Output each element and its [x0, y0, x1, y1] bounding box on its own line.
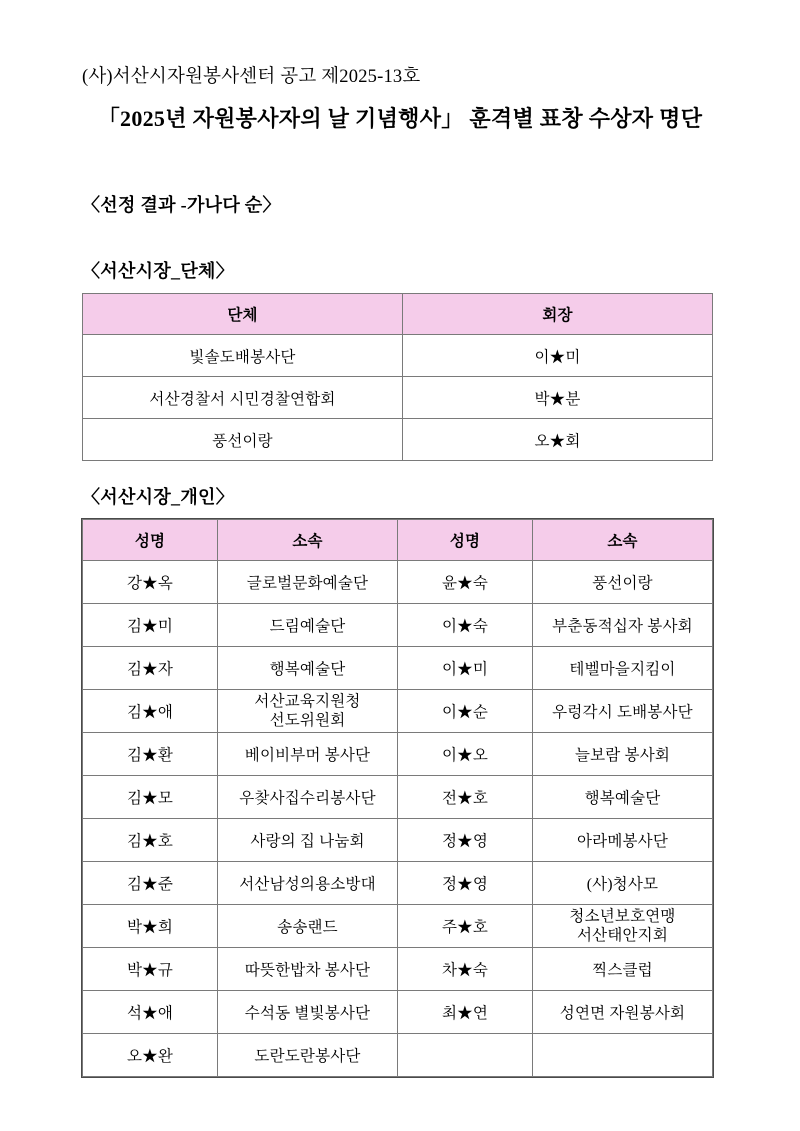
- affiliation-cell-empty: [533, 1034, 713, 1077]
- affiliation-cell: 아라메봉사단: [533, 819, 713, 862]
- name-cell: 김★미: [83, 604, 218, 647]
- column-header-name-right: 성명: [398, 520, 533, 561]
- affiliation-cell: 청소년보호연맹 서산태안지회: [533, 905, 713, 948]
- name-cell: 이★오: [398, 733, 533, 776]
- organization-cell: 빛솔도배봉사단: [83, 335, 403, 377]
- column-header-organization: 단체: [83, 294, 403, 335]
- name-cell: 윤★숙: [398, 561, 533, 604]
- affiliation-cell: 늘보람 봉사회: [533, 733, 713, 776]
- affiliation-cell: 드림예술단: [218, 604, 398, 647]
- affiliation-cell: 행복예술단: [218, 647, 398, 690]
- name-cell: 김★호: [83, 819, 218, 862]
- name-cell: 김★애: [83, 690, 218, 733]
- affiliation-cell: 사랑의 집 나눔회: [218, 819, 398, 862]
- organization-cell: 서산경찰서 시민경찰연합회: [83, 377, 403, 419]
- affiliation-cell: 우렁각시 도배봉사단: [533, 690, 713, 733]
- name-cell: 석★애: [83, 991, 218, 1034]
- name-cell: 박★희: [83, 905, 218, 948]
- name-cell: 강★옥: [83, 561, 218, 604]
- group-award-table: [82, 293, 713, 461]
- affiliation-cell: 글로벌문화예술단: [218, 561, 398, 604]
- table-row: [83, 647, 713, 690]
- affiliation-cell: 서산남성의용소방대: [218, 862, 398, 905]
- group-table-body: [83, 335, 713, 461]
- affiliation-cell: 행복예술단: [533, 776, 713, 819]
- name-cell: 김★환: [83, 733, 218, 776]
- column-header-name-left: 성명: [83, 520, 218, 561]
- name-cell: 이★미: [398, 647, 533, 690]
- table-row: [83, 819, 713, 862]
- table-row: [83, 733, 713, 776]
- table-row: [83, 377, 713, 419]
- column-header-affiliation-right: 소속: [533, 520, 713, 561]
- table-row: [83, 776, 713, 819]
- column-header-president: 회장: [403, 294, 713, 335]
- name-cell: 전★호: [398, 776, 533, 819]
- table-header-row: [83, 520, 713, 561]
- affiliation-cell: 성연면 자원봉사회: [533, 991, 713, 1034]
- affiliation-cell: 따뜻한밥차 봉사단: [218, 948, 398, 991]
- table-row: [83, 690, 713, 733]
- name-cell: 주★호: [398, 905, 533, 948]
- table-row: [83, 335, 713, 377]
- affiliation-cell: 서산교육지원청 선도위원회: [218, 690, 398, 733]
- organization-cell: 풍선이랑: [83, 419, 403, 461]
- individual-award-table: [82, 519, 713, 1077]
- name-cell: 최★연: [398, 991, 533, 1034]
- affiliation-cell: 찍스클럽: [533, 948, 713, 991]
- group-section-heading: 〈서산시장_단체〉: [82, 261, 235, 281]
- name-cell: 이★숙: [398, 604, 533, 647]
- affiliation-cell: 풍선이랑: [533, 561, 713, 604]
- table-row: [83, 419, 713, 461]
- table-row: [83, 561, 713, 604]
- name-cell: 박★규: [83, 948, 218, 991]
- president-cell: 박★분: [403, 377, 713, 419]
- table-row: [83, 604, 713, 647]
- affiliation-cell: 우찾사집수리봉사단: [218, 776, 398, 819]
- affiliation-cell: 테벨마을지킴이: [533, 647, 713, 690]
- president-cell: 오★회: [403, 419, 713, 461]
- affiliation-cell: 도란도란봉사단: [218, 1034, 398, 1077]
- name-cell: 차★숙: [398, 948, 533, 991]
- affiliation-cell: 수석동 별빛봉사단: [218, 991, 398, 1034]
- affiliation-cell: 베이비부머 봉사단: [218, 733, 398, 776]
- name-cell: 김★준: [83, 862, 218, 905]
- table-row: [83, 991, 713, 1034]
- person-section-heading: 〈서산시장_개인〉: [82, 487, 235, 507]
- name-cell: 오★완: [83, 1034, 218, 1077]
- selection-note: 〈선정 결과 -가나다 순〉: [82, 195, 281, 215]
- affiliation-cell: 부춘동적십자 봉사회: [533, 604, 713, 647]
- table-row: [83, 905, 713, 948]
- affiliation-cell: 송송랜드: [218, 905, 398, 948]
- table-row: [83, 1034, 713, 1077]
- name-cell: 정★영: [398, 819, 533, 862]
- affiliation-cell: (사)청사모: [533, 862, 713, 905]
- name-cell-empty: [398, 1034, 533, 1077]
- individual-table-body: [83, 561, 713, 1077]
- page-title: 「2025년 자원봉사자의 날 기념행사」 훈격별 표창 수상자 명단: [97, 106, 703, 131]
- name-cell: 정★영: [398, 862, 533, 905]
- president-cell: 이★미: [403, 335, 713, 377]
- table-header-row: [83, 294, 713, 335]
- table-row: [83, 948, 713, 991]
- table-row: [83, 862, 713, 905]
- column-header-affiliation-left: 소속: [218, 520, 398, 561]
- name-cell: 김★자: [83, 647, 218, 690]
- name-cell: 이★순: [398, 690, 533, 733]
- notice-number: (사)서산시자원봉사센터 공고 제2025-13호: [82, 67, 421, 87]
- name-cell: 김★모: [83, 776, 218, 819]
